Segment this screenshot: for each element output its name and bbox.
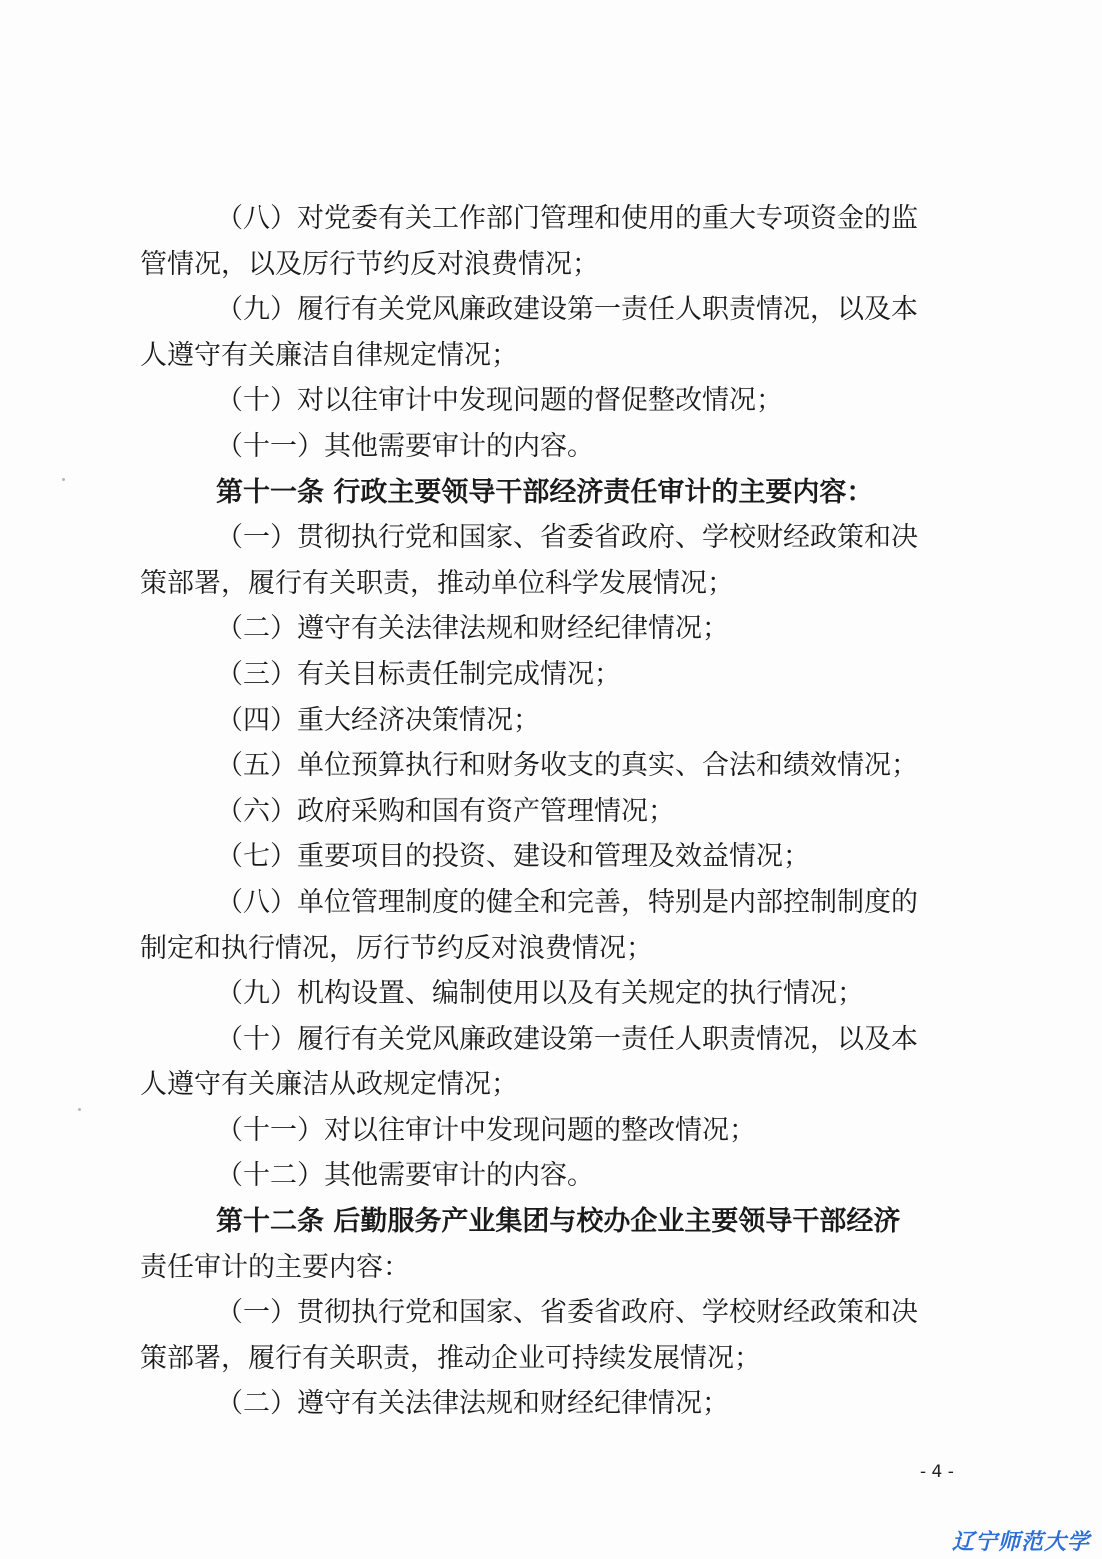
text-line: （七）重要项目的投资、建设和管理及效益情况； <box>216 841 810 873</box>
scan-speck <box>78 1108 81 1111</box>
body-text <box>140 196 970 1427</box>
text-line: （十一）对以往审计中发现问题的整改情况； <box>216 1114 756 1146</box>
text-line: （六）政府采购和国有资产管理情况； <box>216 795 675 827</box>
scan-speck <box>62 478 65 481</box>
text-line: （十二）其他需要审计的内容。 <box>216 1160 594 1192</box>
text-line: 制定和执行情况，厉行节约反对浪费情况； <box>140 932 653 964</box>
text-line: 策部署，履行有关职责，推动企业可持续发展情况； <box>140 1342 761 1374</box>
watermark-logo: 辽宁师范大学 <box>952 1530 1091 1555</box>
text-line: （九）履行有关党风廉政建设第一责任人职责情况，以及本 <box>216 294 918 326</box>
text-line: （十）履行有关党风廉政建设第一责任人职责情况，以及本 <box>216 1023 918 1055</box>
text-line: （十一）其他需要审计的内容。 <box>216 430 594 462</box>
text-line: （三）有关目标责任制完成情况； <box>216 658 621 690</box>
text-line: （八）单位管理制度的健全和完善，特别是内部控制制度的 <box>216 886 918 918</box>
text-line: （一）贯彻执行党和国家、省委省政府、学校财经政策和决 <box>216 522 918 554</box>
page-number: - 4 - <box>920 1462 954 1482</box>
text-line: （一）贯彻执行党和国家、省委省政府、学校财经政策和决 <box>216 1297 918 1329</box>
text-line: （五）单位预算执行和财务收支的真实、合法和绩效情况； <box>216 750 918 782</box>
article-heading: 第十二条 后勤服务产业集团与校办企业主要领导干部经济 <box>216 1206 901 1238</box>
text-line: （二）遵守有关法律法规和财经纪律情况； <box>216 1388 729 1420</box>
text-line: （十）对以往审计中发现问题的督促整改情况； <box>216 385 783 417</box>
text-line: 人遵守有关廉洁从政规定情况； <box>140 1069 518 1101</box>
text-line: 责任审计的主要内容： <box>140 1251 410 1283</box>
text-line: （九）机构设置、编制使用以及有关规定的执行情况； <box>216 978 864 1010</box>
text-line: 策部署，履行有关职责，推动单位科学发展情况； <box>140 567 734 599</box>
text-line: 管情况，以及厉行节约反对浪费情况； <box>140 248 599 280</box>
text-line: （四）重大经济决策情况； <box>216 704 540 736</box>
text-line: （二）遵守有关法律法规和财经纪律情况； <box>216 613 729 645</box>
text-line: 人遵守有关廉洁自律规定情况； <box>140 339 518 371</box>
text-line: （八）对党委有关工作部门管理和使用的重大专项资金的监 <box>216 203 918 234</box>
article-heading: 第十一条 行政主要领导干部经济责任审计的主要内容： <box>216 476 874 508</box>
